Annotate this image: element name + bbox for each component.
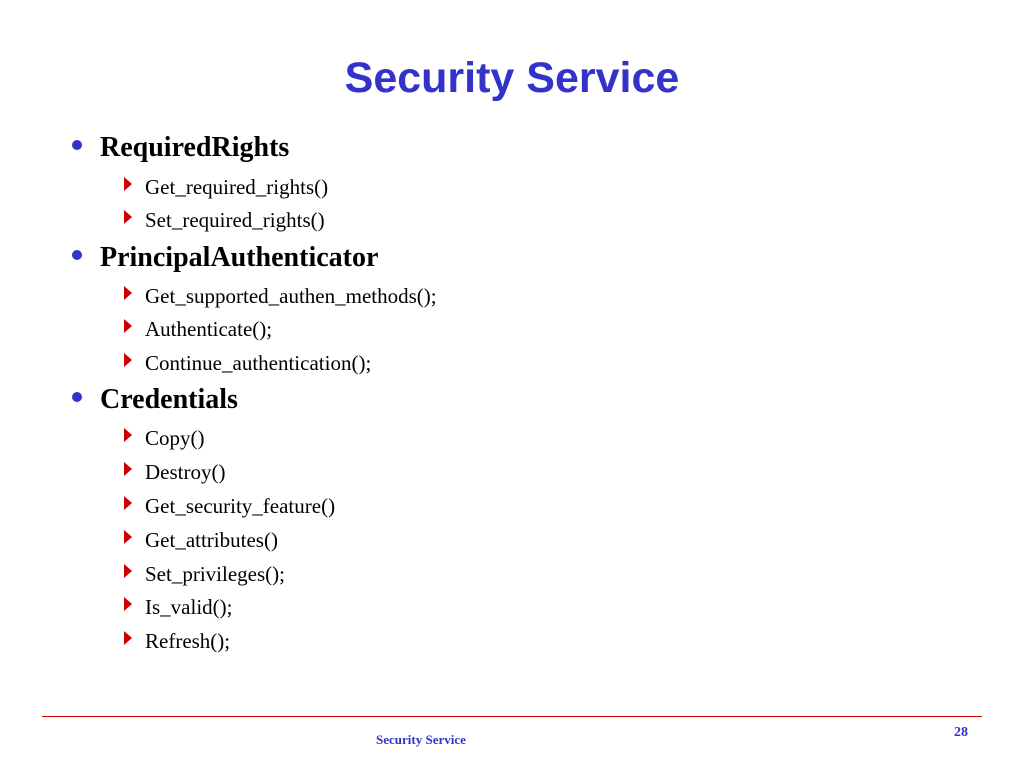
section-heading: RequiredRights <box>100 132 290 163</box>
slide-title: Security Service <box>344 54 680 102</box>
list-item-label: Get_attributes() <box>145 528 278 552</box>
list-item <box>0 283 1024 315</box>
list-item <box>0 594 1024 626</box>
list-item-label: Is_valid(); <box>145 595 233 619</box>
list-item <box>0 316 1024 348</box>
list-item <box>0 527 1024 559</box>
triangle-right-icon <box>124 319 132 333</box>
list-item <box>0 425 1024 457</box>
triangle-right-icon <box>124 210 132 224</box>
triangle-right-icon <box>124 353 132 367</box>
list-item <box>0 561 1024 593</box>
triangle-right-icon <box>124 530 132 544</box>
footer-title: Security Service <box>376 732 466 747</box>
triangle-right-icon <box>124 428 132 442</box>
triangle-right-icon <box>124 597 132 611</box>
list-item-label: Authenticate(); <box>145 317 273 341</box>
list-item-label: Refresh(); <box>145 629 231 653</box>
list-item-label: Get_required_rights() <box>145 175 329 199</box>
list-item-label: Set_required_rights() <box>145 208 325 232</box>
page-number: 28 <box>954 725 968 740</box>
list-item <box>0 207 1024 239</box>
bullet-icon <box>72 250 82 260</box>
list-item-label: Continue_authentication(); <box>145 351 372 375</box>
bullet-icon <box>72 392 82 402</box>
list-item <box>0 459 1024 491</box>
triangle-right-icon <box>124 564 132 578</box>
triangle-right-icon <box>124 177 132 191</box>
list-item-label: Set_privileges(); <box>145 562 285 586</box>
list-item-label: Destroy() <box>145 460 226 484</box>
list-item-label: Get_supported_authen_methods(); <box>145 284 437 308</box>
triangle-right-icon <box>124 496 132 510</box>
list-item-label: Copy() <box>145 426 205 450</box>
footer-divider <box>42 716 982 717</box>
triangle-right-icon <box>124 286 132 300</box>
list-item <box>0 174 1024 206</box>
list-item-label: Get_security_feature() <box>145 494 336 518</box>
triangle-right-icon <box>124 631 132 645</box>
list-item <box>0 628 1024 660</box>
section-heading: Credentials <box>100 384 238 415</box>
list-item <box>0 350 1024 382</box>
list-item <box>0 493 1024 525</box>
section-heading: PrincipalAuthenticator <box>100 242 379 273</box>
triangle-right-icon <box>124 462 132 476</box>
bullet-icon <box>72 140 82 150</box>
